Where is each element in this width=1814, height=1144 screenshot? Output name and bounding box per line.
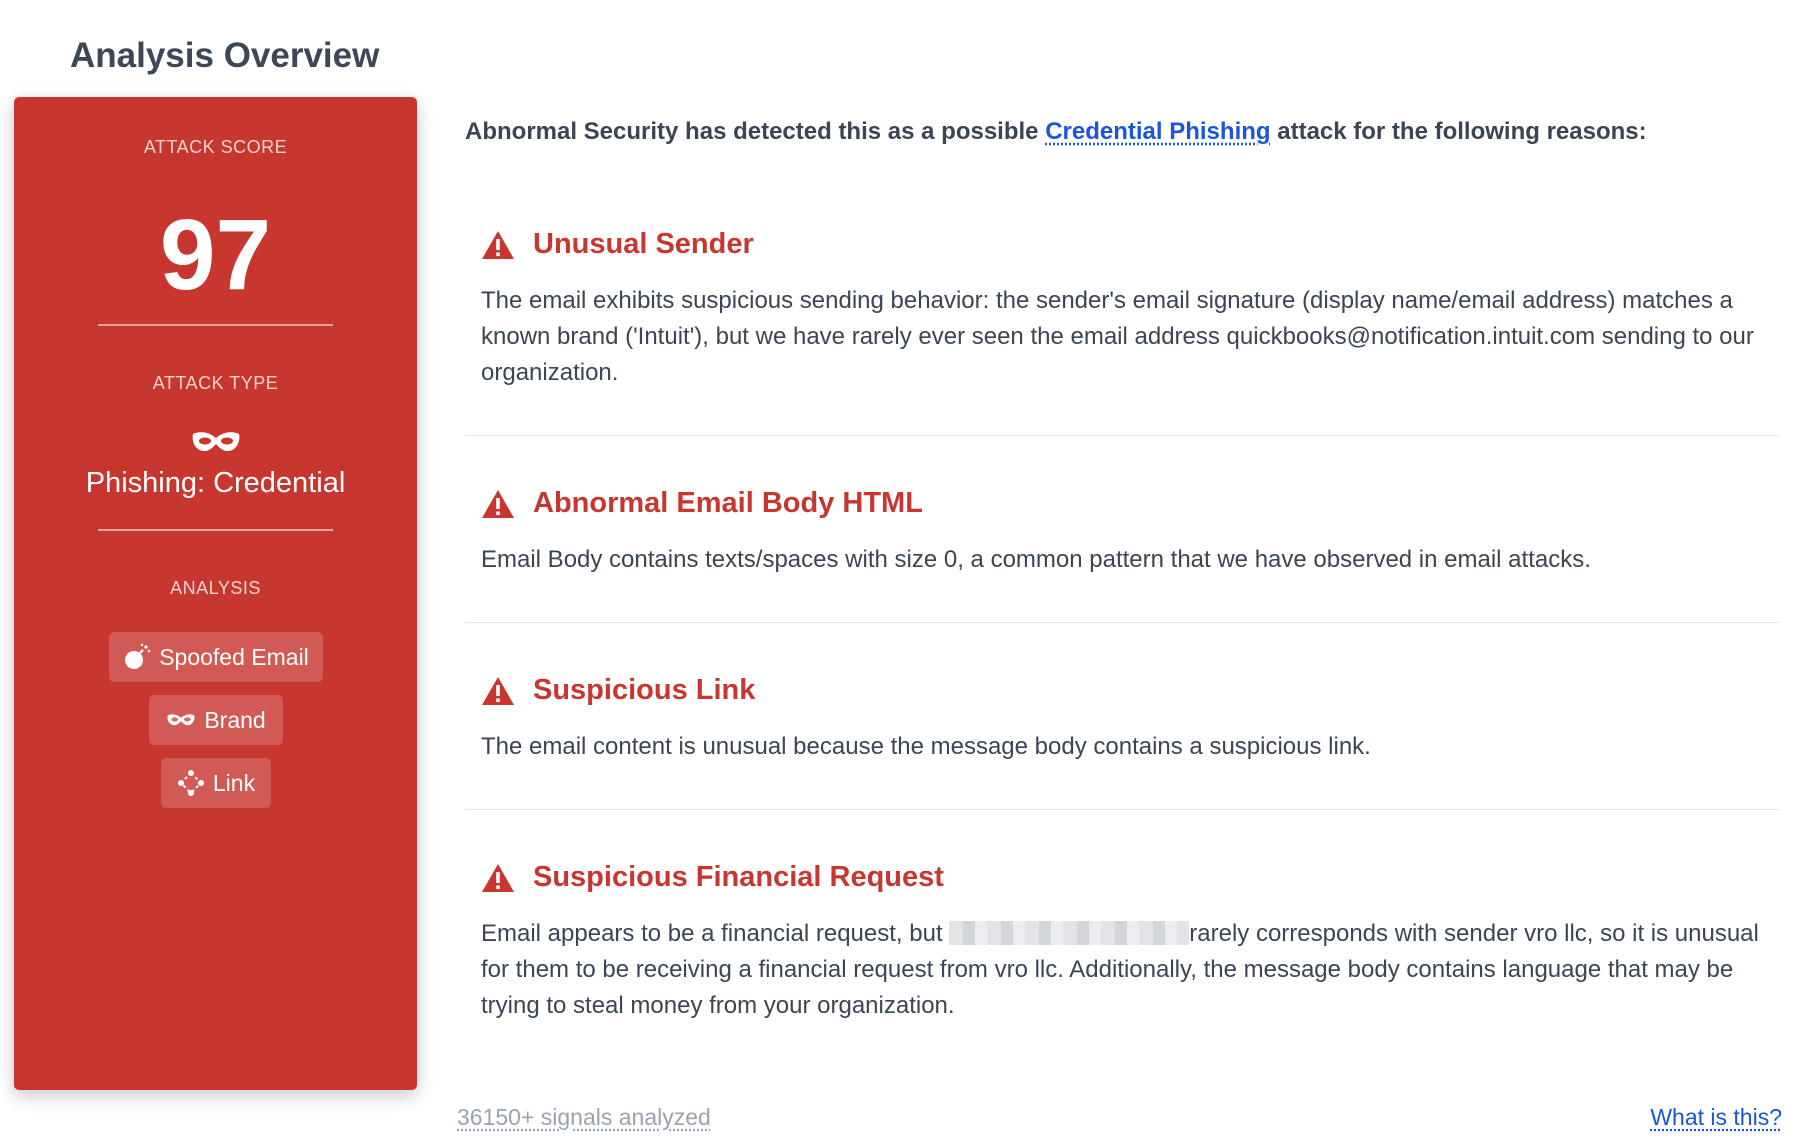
divider <box>98 529 333 531</box>
what-is-this-link[interactable]: What is this? <box>1650 1104 1782 1130</box>
attack-score-label: ATTACK SCORE <box>143 137 288 157</box>
redacted-recipient <box>949 921 1189 945</box>
bomb-icon <box>123 643 151 671</box>
analysis-label: ANALYSIS <box>170 578 261 598</box>
reason-text: Email appears to be a financial request, but rarely corresponds with sender vro llc, so it is unusual for them to be receiving a financial request from vro llc. Additionally, the message body contains language that may be trying to steal money from your organization. <box>481 920 1759 1019</box>
reason-text: The email exhibits suspicious sending behavior: the sender's email signature (display name/email address) matches a known brand ('Intuit'), but we have rarely ever seen the email address quickbooks@notification.intuit.com sending to our organization. <box>481 287 1754 386</box>
chip-link[interactable] <box>161 758 271 808</box>
divider <box>465 809 1780 810</box>
reason-text: Email Body contains texts/spaces with size 0, a common pattern that we have observed in email attacks. <box>481 546 1591 573</box>
warning-icon <box>481 230 515 260</box>
divider <box>465 622 1780 623</box>
mask-icon <box>190 429 242 455</box>
attack-score-value: 97 <box>159 199 272 311</box>
signals-analyzed-link[interactable]: 36150+ signals analyzed <box>457 1104 711 1130</box>
link-nodes-icon <box>177 769 205 797</box>
chip-label: Spoofed Email <box>159 643 309 670</box>
divider <box>465 435 1780 436</box>
divider <box>98 324 333 326</box>
attack-type-label: ATTACK TYPE <box>152 373 279 393</box>
mask-icon <box>166 712 196 728</box>
reason-title: Suspicious Financial Request <box>533 861 944 893</box>
reason-title: Unusual Sender <box>533 228 754 260</box>
detection-intro: Abnormal Security has detected this as a possible Credential Phishing attack for the following reasons: <box>465 118 1647 145</box>
attack-score-card <box>14 97 417 1090</box>
reason-title: Abnormal Email Body HTML <box>533 487 923 519</box>
chip-label: Link <box>212 769 256 796</box>
reason-text: The email content is unusual because the message body contains a suspicious link. <box>481 733 1371 760</box>
chip-label: Brand <box>204 706 266 733</box>
credential-phishing-link[interactable]: Credential Phishing <box>1045 118 1271 145</box>
page-title: Analysis Overview <box>70 36 380 75</box>
reason-title: Suspicious Link <box>533 674 756 706</box>
attack-type-value: Phishing: Credential <box>85 467 346 499</box>
chip-brand[interactable] <box>149 695 283 745</box>
warning-icon <box>481 863 515 893</box>
warning-icon <box>481 489 515 519</box>
warning-icon <box>481 676 515 706</box>
chip-spoofed-email[interactable] <box>109 632 323 682</box>
